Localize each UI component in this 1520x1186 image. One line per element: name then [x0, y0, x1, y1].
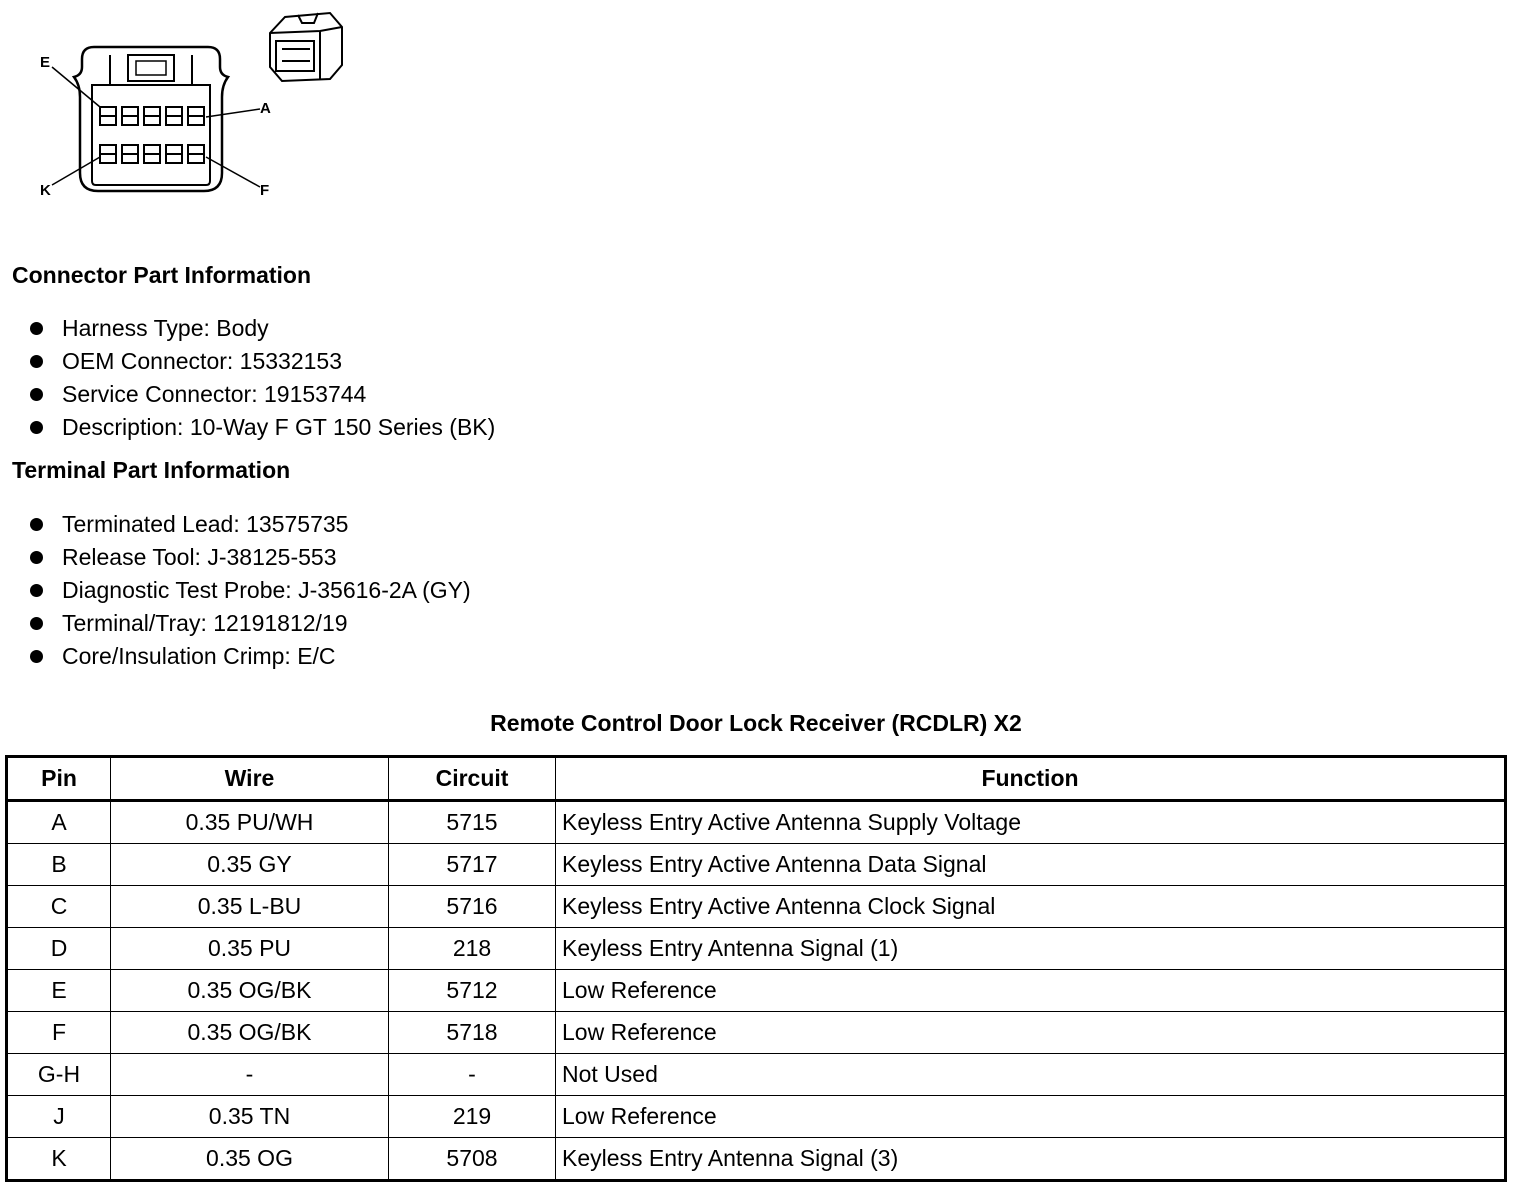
- cell-function: Low Reference: [556, 970, 1506, 1012]
- cell-pin: J: [7, 1096, 111, 1138]
- bullet-icon: [30, 584, 43, 597]
- cell-wire: 0.35 L-BU: [111, 886, 389, 928]
- table-row: [7, 970, 1506, 1012]
- table-row: [7, 886, 1506, 928]
- pin-label-k: K: [40, 182, 51, 199]
- bullet-icon: [30, 322, 43, 335]
- cell-circuit: 5715: [389, 801, 556, 844]
- table-row: [7, 1054, 1506, 1096]
- cell-function: Keyless Entry Antenna Signal (3): [556, 1138, 1506, 1181]
- cell-pin: D: [7, 928, 111, 970]
- table-row: [7, 1138, 1506, 1181]
- list-item: Service Connector: 19153744: [30, 378, 495, 411]
- bullet-icon: [30, 551, 43, 564]
- list-item: Description: 10-Way F GT 150 Series (BK): [30, 411, 495, 444]
- table-row: [7, 1012, 1506, 1054]
- header-function: Function: [556, 757, 1506, 801]
- cell-circuit: 5716: [389, 886, 556, 928]
- cell-pin: F: [7, 1012, 111, 1054]
- cell-function: Keyless Entry Active Antenna Clock Signal: [556, 886, 1506, 928]
- cell-wire: 0.35 OG/BK: [111, 1012, 389, 1054]
- bullet-icon: [30, 518, 43, 531]
- table-row: [7, 928, 1506, 970]
- connector-latch: [128, 55, 174, 81]
- table-header-row: [7, 757, 1506, 801]
- list-item: Terminal/Tray: 12191812/19: [30, 607, 471, 640]
- pin-label-a: A: [260, 100, 271, 117]
- cell-wire: 0.35 PU/WH: [111, 801, 389, 844]
- connector-3d-thumbnail: [270, 13, 342, 81]
- bullet-icon: [30, 650, 43, 663]
- cell-function: Keyless Entry Active Antenna Data Signal: [556, 844, 1506, 886]
- cell-function: Low Reference: [556, 1096, 1506, 1138]
- table-row: [7, 1096, 1506, 1138]
- cell-wire: 0.35 TN: [111, 1096, 389, 1138]
- list-item: Diagnostic Test Probe: J-35616-2A (GY): [30, 574, 471, 607]
- table-row: [7, 844, 1506, 886]
- cell-pin: B: [7, 844, 111, 886]
- cell-function: Keyless Entry Active Antenna Supply Voltage: [556, 801, 1506, 844]
- cell-circuit: 219: [389, 1096, 556, 1138]
- terminal-info-list: [30, 508, 471, 673]
- cell-pin: G-H: [7, 1054, 111, 1096]
- connector-diagram: [30, 5, 360, 205]
- bottom-row-cavities: [100, 145, 204, 163]
- cell-wire: 0.35 OG: [111, 1138, 389, 1181]
- cell-pin: K: [7, 1138, 111, 1181]
- bullet-icon: [30, 355, 43, 368]
- top-row-cavities: [100, 107, 204, 125]
- table-row: [7, 801, 1506, 844]
- cell-circuit: 5718: [389, 1012, 556, 1054]
- bullet-icon: [30, 617, 43, 630]
- header-pin: Pin: [7, 757, 111, 801]
- list-item: Release Tool: J-38125-553: [30, 541, 471, 574]
- cell-circuit: 5717: [389, 844, 556, 886]
- header-wire: Wire: [111, 757, 389, 801]
- connector-section-title: Connector Part Information: [12, 262, 312, 288]
- cell-pin: E: [7, 970, 111, 1012]
- cell-wire: 0.35 OG/BK: [111, 970, 389, 1012]
- pinout-table: [5, 755, 1507, 1182]
- list-item: Harness Type: Body: [30, 312, 495, 345]
- cell-function: Keyless Entry Antenna Signal (1): [556, 928, 1506, 970]
- cell-function: Not Used: [556, 1054, 1506, 1096]
- cell-circuit: 5708: [389, 1138, 556, 1181]
- connector-info-list: [30, 312, 495, 444]
- list-item: Terminated Lead: 13575735: [30, 508, 471, 541]
- list-item: Core/Insulation Crimp: E/C: [30, 640, 471, 673]
- cell-wire: -: [111, 1054, 389, 1096]
- cell-circuit: 218: [389, 928, 556, 970]
- cell-wire: 0.35 PU: [111, 928, 389, 970]
- bullet-icon: [30, 388, 43, 401]
- terminal-section-title: Terminal Part Information: [12, 457, 291, 483]
- cell-wire: 0.35 GY: [111, 844, 389, 886]
- pin-label-e: E: [40, 54, 51, 71]
- list-item: OEM Connector: 15332153: [30, 345, 495, 378]
- cell-function: Low Reference: [556, 1012, 1506, 1054]
- cell-pin: C: [7, 886, 111, 928]
- pin-label-f: F: [260, 182, 270, 199]
- cell-circuit: -: [389, 1054, 556, 1096]
- table-title: Remote Control Door Lock Receiver (RCDLR) X2: [490, 710, 1022, 736]
- cell-circuit: 5712: [389, 970, 556, 1012]
- cell-pin: A: [7, 801, 111, 844]
- bullet-icon: [30, 421, 43, 434]
- header-circuit: Circuit: [389, 757, 556, 801]
